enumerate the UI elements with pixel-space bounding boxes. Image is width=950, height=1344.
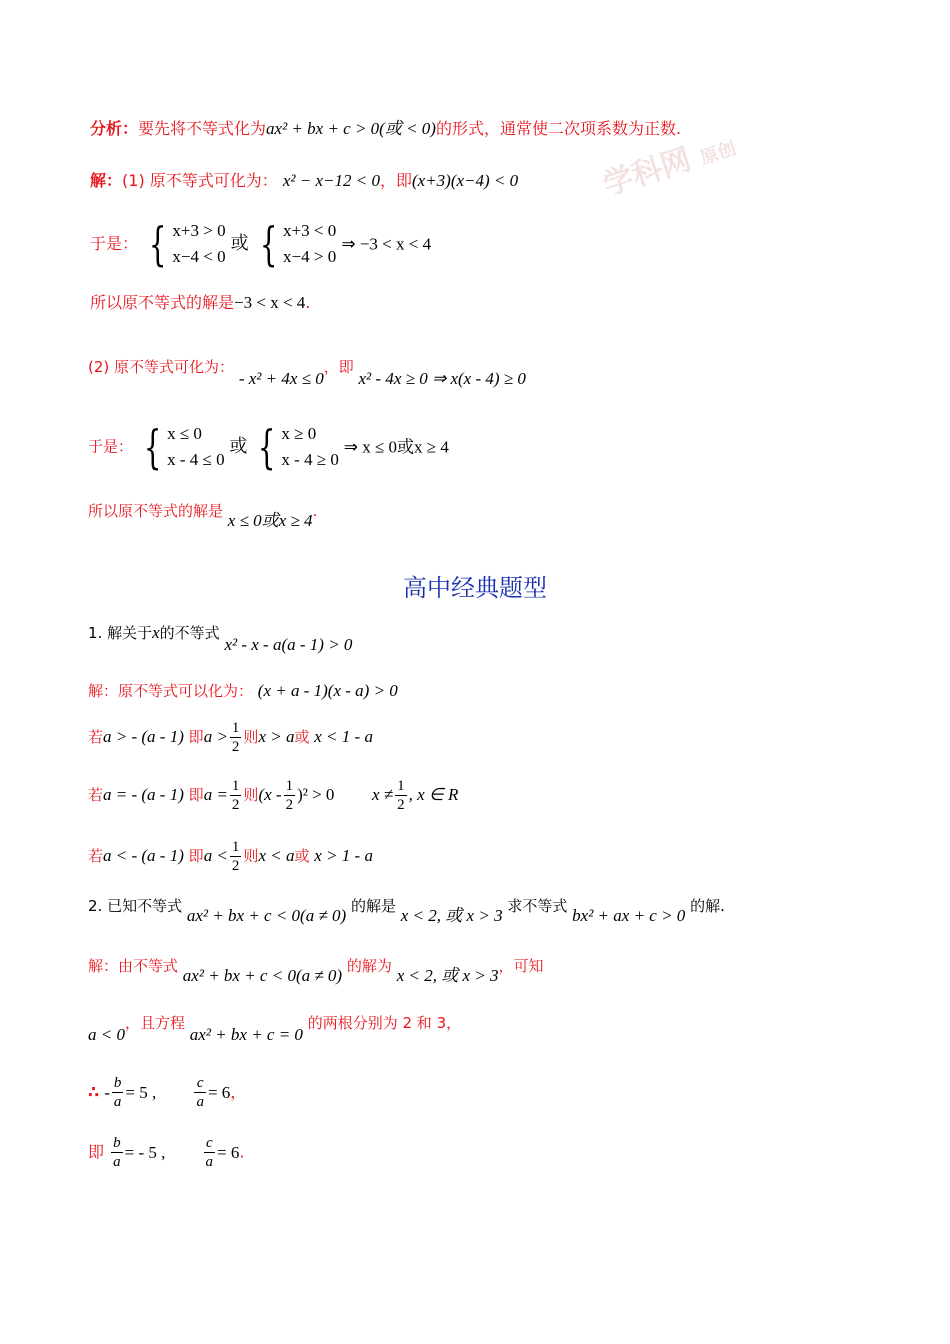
solution2-conclusion (88, 502, 318, 530)
solution2-system (88, 421, 449, 473)
analysis-text-end: 的形式，通常使二次项系数为正数. (435, 119, 682, 138)
question-number-2: 2. (88, 897, 103, 915)
question1 (88, 623, 353, 654)
fraction (395, 777, 407, 814)
fraction (230, 777, 242, 814)
q2-line2-text-a: ，且方程 (124, 1014, 185, 1032)
case-res1: x > a (258, 727, 295, 746)
case-cond: a = - (a - 1) (103, 785, 184, 804)
case-expr: (x - (258, 785, 282, 804)
solution1-system (90, 218, 431, 270)
ji-line (88, 1134, 244, 1171)
solution1-math-b: (x+3)(x−4) < 0 (412, 171, 519, 190)
q2-solution-text: 解：由不等式 (88, 957, 179, 975)
question1-solution-math: (x + a - 1)(x - a) > 0 (257, 681, 398, 700)
fraction-b-a (111, 1134, 123, 1171)
system-row: x - 4 ≤ 0 (167, 450, 225, 469)
frac-den: a (196, 1094, 204, 1110)
eq-end: ， (230, 1082, 247, 1102)
solution2-math-a: - x² + 4x ≤ 0 (238, 369, 324, 388)
question1-text-b: 的不等式 (159, 624, 220, 642)
question2-text-b: 的解是 (350, 897, 396, 915)
case-or: 或 (294, 847, 310, 865)
case-if: 若 (88, 786, 104, 804)
eq-end: . (239, 1142, 245, 1162)
system-row: x - 4 ≥ 0 (281, 450, 339, 469)
q2-solution-math-a: ax² + bx + c < 0(a ≠ 0) (182, 966, 343, 985)
eq-value-2: = 6 (217, 1143, 240, 1162)
or-text-2: 或 (229, 436, 248, 457)
fraction-c-a (194, 1074, 206, 1111)
system-result-2: ⇒ x ≤ 0或x ≥ 4 (343, 437, 449, 457)
solution1-math-a: x² − x−12 < 0 (282, 171, 380, 190)
system-1b: { x+3 < 0 x−4 > 0 (259, 217, 337, 271)
question1-math: x² - x - a(a - 1) > 0 (224, 635, 353, 654)
system-2a: { x ≤ 0 x - 4 ≤ 0 (143, 420, 225, 474)
system-row: x−4 < 0 (172, 247, 226, 266)
conclusion-math: −3 < x < 4 (234, 293, 306, 312)
case-res2: x > 1 - a (314, 846, 373, 865)
frac-num: c (194, 1074, 206, 1093)
ji-text: 即 (88, 1142, 105, 1162)
question2-math-c: bx² + ax + c > 0 (572, 906, 686, 925)
case-cond: a > - (a - 1) (103, 727, 184, 746)
eq-value-2: = 6 (207, 1083, 231, 1102)
system-row: x+3 > 0 (172, 221, 226, 240)
eq-value: = 5 , (125, 1083, 157, 1102)
system-row: x+3 < 0 (283, 221, 337, 240)
case-cond2: a = (203, 785, 228, 804)
system-2b: { x ≥ 0 x - 4 ≥ 0 (257, 420, 339, 474)
fraction (230, 838, 242, 875)
case-ji: 即 (188, 728, 204, 746)
question1-var: x (152, 623, 160, 642)
fraction (230, 719, 242, 756)
question1-solution (88, 682, 398, 699)
analysis-line (90, 120, 681, 137)
frac-den: 2 (231, 739, 240, 755)
frac-den: a (205, 1154, 214, 1170)
frac-den: 2 (285, 797, 294, 813)
case-if: 若 (88, 847, 104, 865)
q2-line2-math-a: a < 0 (88, 1025, 125, 1044)
question2-text-d: 的解. (690, 897, 725, 915)
analysis-math: ax² + bx + c > 0(或 < 0) (266, 119, 436, 138)
case-res-b: , x ∈ R (408, 785, 459, 804)
conclusion-end-2: . (312, 502, 318, 520)
case-then: 则 (243, 847, 259, 865)
solution2-text-b: ，即 (323, 358, 354, 376)
question2 (88, 897, 725, 925)
case-cond2: a < (203, 846, 228, 865)
minus-sign: - (104, 1083, 110, 1102)
q2-solution-math-b: x < 2, 或 x > 3 (396, 966, 499, 985)
case-then: 则 (243, 786, 259, 804)
solution1-conclusion (90, 294, 310, 311)
question2-text-c: 求不等式 (507, 897, 568, 915)
therefore-line (88, 1074, 246, 1111)
question2-solution (88, 957, 544, 985)
case-if: 若 (88, 728, 104, 746)
case-ji: 即 (188, 786, 204, 804)
solution2-text: (2) 原不等式可化为： (88, 358, 235, 376)
frac-num: b (113, 1075, 122, 1091)
conclusion-text: 所以原不等式的解是 (90, 293, 235, 312)
frac-num: c (204, 1134, 216, 1153)
case-res: x ≠ (371, 785, 394, 804)
frac-num: 1 (285, 778, 294, 794)
so-label-2: 于是： (88, 437, 134, 456)
q2-solution-text-b: 的解为 (346, 957, 392, 975)
case1-line (88, 719, 373, 756)
conclusion-text-2: 所以原不等式的解是 (88, 502, 224, 520)
therefore-symbol: ∴ (88, 1082, 100, 1102)
frac-num: 1 (231, 778, 240, 794)
system-row: x ≤ 0 (167, 424, 202, 443)
case-cond2: a > (203, 727, 228, 746)
frac-den: a (113, 1094, 122, 1110)
question-number: 1. (88, 624, 103, 642)
frac-den: 2 (231, 797, 240, 813)
case-or: 或 (294, 728, 310, 746)
section-title: 高中经典题型 (403, 574, 547, 602)
case-expr-b: )² > 0 (297, 785, 335, 804)
system-result: ⇒ −3 < x < 4 (341, 234, 432, 254)
frac-den: 2 (397, 797, 405, 813)
question2-math-b: x < 2, 或 x > 3 (400, 906, 503, 925)
or-text: 或 (230, 233, 249, 254)
frac-num: 1 (231, 839, 240, 855)
system-row: x−4 > 0 (283, 247, 337, 266)
q2-line2-text-b: 的两根分别为 2 和 3， (307, 1014, 462, 1032)
solution1-line (90, 172, 518, 189)
frac-num: b (113, 1135, 121, 1151)
analysis-label: 分析： (90, 119, 139, 138)
analysis-text: 要先将不等式化为 (138, 119, 267, 138)
case-cond: a < - (a - 1) (103, 846, 184, 865)
frac-num: 1 (397, 778, 405, 794)
question1-text: 解关于 (107, 624, 153, 642)
system-1a: { x+3 > 0 x−4 < 0 (148, 217, 226, 271)
solution1-text-b: ，即 (379, 171, 412, 190)
case2-line (88, 777, 458, 814)
frac-den: 2 (231, 858, 240, 874)
question2-text: 已知不等式 (107, 897, 183, 915)
fraction-c-a (204, 1134, 216, 1171)
system-row: x ≥ 0 (281, 424, 317, 443)
frac-den: a (113, 1154, 121, 1170)
so-label: 于是： (90, 234, 139, 253)
question1-solution-text: 解：原不等式可以化为： (88, 682, 254, 700)
solution2-line (88, 358, 526, 388)
conclusion-end: . (305, 293, 311, 312)
case-then: 则 (243, 728, 259, 746)
q2-solution-text-c: ，可知 (498, 957, 544, 975)
q2-line2-math-b: ax² + bx + c = 0 (189, 1025, 303, 1044)
conclusion-math-2: x ≤ 0或x ≥ 4 (227, 511, 313, 530)
case-res1: x < a (258, 846, 295, 865)
fraction-b-a (112, 1074, 124, 1111)
watermark: 学科网 原创 (599, 138, 739, 204)
question2-math-a: ax² + bx + c < 0(a ≠ 0) (186, 906, 347, 925)
case-res2: x < 1 - a (314, 727, 373, 746)
solution-label: 解： (90, 171, 123, 190)
fraction (284, 777, 296, 814)
question2-solution-line2 (88, 1014, 462, 1044)
frac-num: 1 (231, 720, 240, 736)
case-ji: 即 (188, 847, 204, 865)
eq-value: = - 5 , (124, 1143, 166, 1162)
solution2-math-b: x² - 4x ≥ 0 ⇒ x(x - 4) ≥ 0 (358, 369, 526, 388)
case3-line (88, 838, 373, 875)
solution1-text: (1) 原不等式可化为： (122, 171, 278, 190)
